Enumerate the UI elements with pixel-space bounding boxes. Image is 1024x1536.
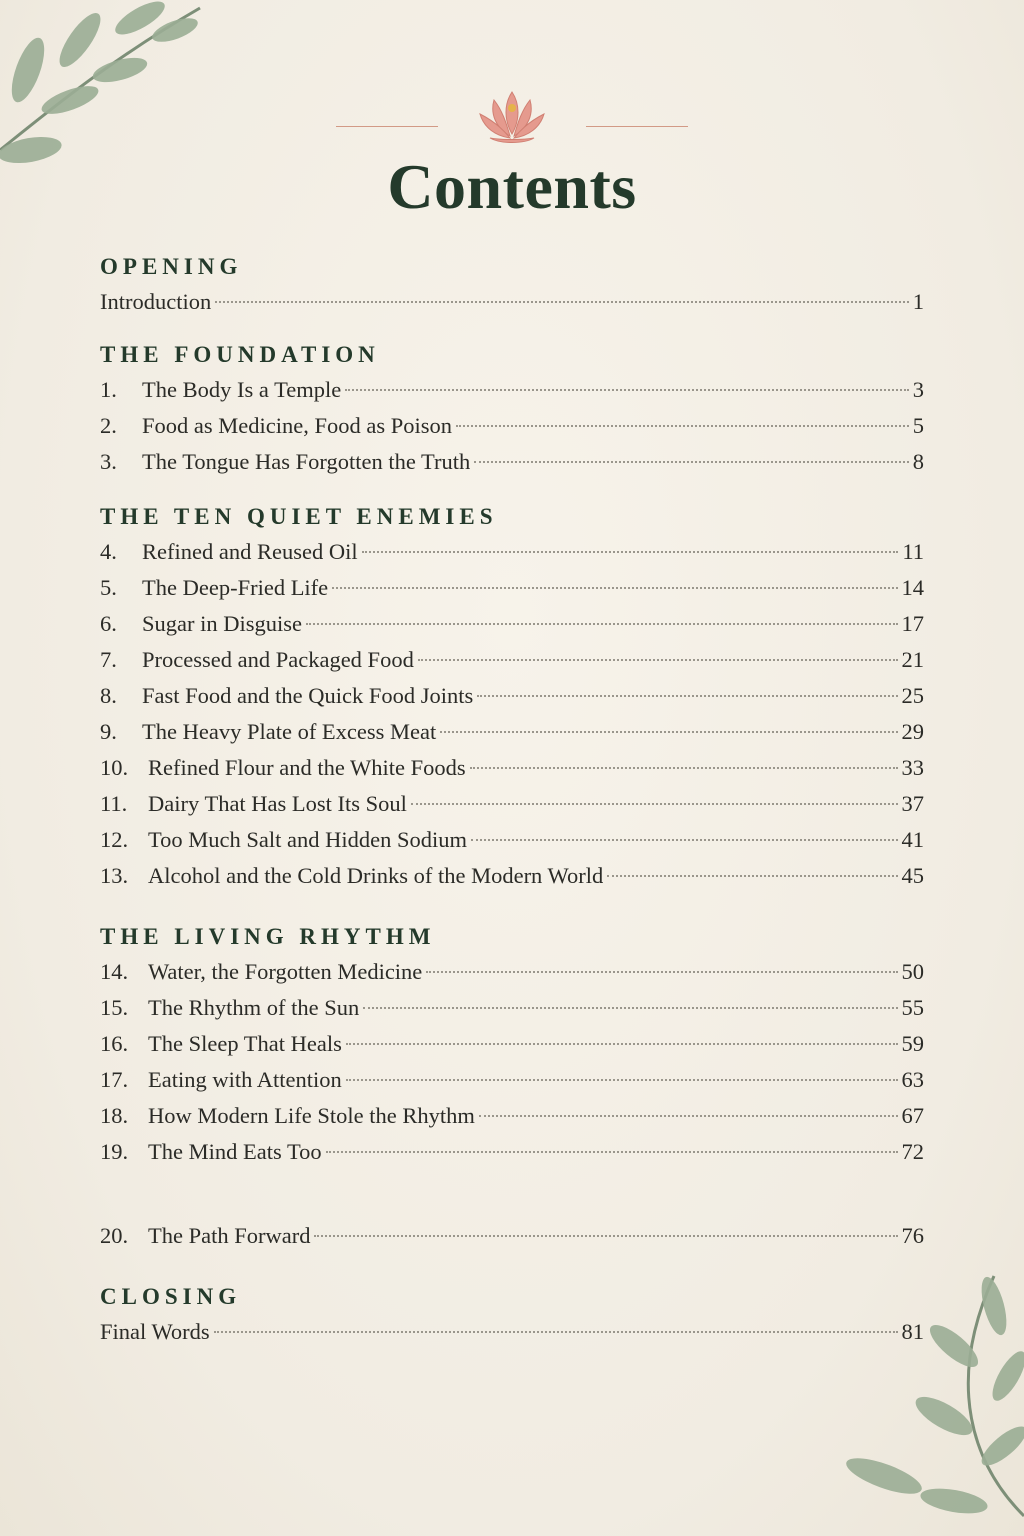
section-heading: OPENING bbox=[100, 254, 243, 279]
lotus-icon bbox=[476, 86, 548, 148]
toc-entry[interactable] bbox=[100, 678, 924, 714]
dot-leader bbox=[332, 587, 897, 589]
chapter-title: Too Much Salt and Hidden Sodium bbox=[148, 827, 468, 852]
chapter-title: The Rhythm of the Sun bbox=[148, 995, 360, 1020]
section-heading: THE FOUNDATION bbox=[100, 342, 380, 367]
dot-leader bbox=[326, 1151, 898, 1153]
toc-entry[interactable] bbox=[100, 1062, 924, 1098]
chapter-number: 18. bbox=[100, 1103, 129, 1128]
chapter-number: 10. bbox=[100, 755, 129, 780]
dot-leader bbox=[470, 767, 898, 769]
page-number: 1 bbox=[912, 289, 924, 314]
chapter-number: 4. bbox=[100, 539, 117, 564]
toc-entry[interactable] bbox=[100, 444, 924, 480]
toc-section bbox=[100, 920, 924, 1170]
toc-entry[interactable] bbox=[100, 534, 924, 570]
toc-entry[interactable] bbox=[100, 1026, 924, 1062]
chapter-title: Refined Flour and the White Foods bbox=[148, 755, 466, 780]
page-number: 41 bbox=[901, 827, 924, 852]
chapter-title: Sugar in Disguise bbox=[142, 611, 302, 636]
ornament-rule-left bbox=[336, 126, 438, 127]
page-number: 21 bbox=[901, 647, 924, 672]
chapter-number: 13. bbox=[100, 863, 129, 888]
toc-entry[interactable] bbox=[100, 822, 924, 858]
page-number: 11 bbox=[902, 539, 924, 564]
chapter-number: 15. bbox=[100, 995, 129, 1020]
title-ornament bbox=[0, 86, 1024, 148]
chapter-number: 16. bbox=[100, 1031, 129, 1056]
toc-section bbox=[100, 338, 924, 480]
toc-entry[interactable] bbox=[100, 642, 924, 678]
page-number: 76 bbox=[901, 1223, 924, 1248]
chapter-number: 7. bbox=[100, 647, 117, 672]
dot-leader bbox=[471, 839, 897, 841]
chapter-title: The Sleep That Heals bbox=[148, 1031, 342, 1056]
chapter-number: 12. bbox=[100, 827, 129, 852]
dot-leader bbox=[477, 695, 897, 697]
toc-section bbox=[100, 1280, 924, 1350]
page-number: 3 bbox=[912, 377, 924, 402]
chapter-title: The Heavy Plate of Excess Meat bbox=[142, 719, 437, 744]
chapter-number: 11. bbox=[100, 791, 128, 816]
chapter-number: 3. bbox=[100, 449, 117, 474]
page-number: 29 bbox=[901, 719, 924, 744]
dot-leader bbox=[314, 1235, 897, 1237]
chapter-number: 19. bbox=[100, 1139, 129, 1164]
toc-entry[interactable] bbox=[100, 606, 924, 642]
dot-leader bbox=[474, 461, 909, 463]
chapter-title: The Tongue Has Forgotten the Truth bbox=[142, 449, 471, 474]
page-title: Contents bbox=[387, 151, 637, 222]
page-number: 37 bbox=[901, 791, 924, 816]
dot-leader bbox=[215, 301, 909, 303]
toc-entry[interactable] bbox=[100, 750, 924, 786]
chapter-title: Water, the Forgotten Medicine bbox=[148, 959, 423, 984]
page-number: 59 bbox=[901, 1031, 924, 1056]
page-number: 50 bbox=[901, 959, 924, 984]
toc-entry[interactable] bbox=[100, 1314, 924, 1350]
toc-entry[interactable] bbox=[100, 954, 924, 990]
chapter-number: 14. bbox=[100, 959, 129, 984]
dot-leader bbox=[345, 389, 909, 391]
chapter-number: 8. bbox=[100, 683, 117, 708]
page-number: 67 bbox=[901, 1103, 924, 1128]
page-number: 33 bbox=[901, 755, 924, 780]
chapter-number: 2. bbox=[100, 413, 117, 438]
chapter-title: The Body Is a Temple bbox=[142, 377, 342, 402]
chapter-title: Eating with Attention bbox=[148, 1067, 342, 1092]
toc-entry[interactable] bbox=[100, 858, 924, 894]
toc-entry[interactable] bbox=[100, 1134, 924, 1170]
dot-leader bbox=[306, 623, 898, 625]
chapter-title: Final Words bbox=[100, 1319, 210, 1344]
dot-leader bbox=[426, 971, 897, 973]
page-number: 25 bbox=[901, 683, 924, 708]
chapter-number: 20. bbox=[100, 1223, 129, 1248]
section-heading: THE LIVING RHYTHM bbox=[100, 924, 436, 949]
table-of-contents bbox=[100, 250, 924, 1350]
toc-entry[interactable] bbox=[100, 570, 924, 606]
chapter-title: Processed and Packaged Food bbox=[142, 647, 414, 672]
page-number: 63 bbox=[901, 1067, 924, 1092]
page-number: 72 bbox=[901, 1139, 924, 1164]
toc-entry[interactable] bbox=[100, 1098, 924, 1134]
page-number: 55 bbox=[901, 995, 924, 1020]
chapter-title: The Mind Eats Too bbox=[148, 1139, 322, 1164]
chapter-title: Fast Food and the Quick Food Joints bbox=[142, 683, 474, 708]
toc-section bbox=[100, 1218, 924, 1254]
chapter-number: 17. bbox=[100, 1067, 129, 1092]
chapter-number: 9. bbox=[100, 719, 117, 744]
page-number: 17 bbox=[901, 611, 924, 636]
chapter-title: Alcohol and the Cold Drinks of the Modern World bbox=[148, 863, 604, 888]
dot-leader bbox=[346, 1043, 898, 1045]
toc-entry[interactable] bbox=[100, 372, 924, 408]
toc-entry[interactable] bbox=[100, 1218, 924, 1254]
chapter-number: 5. bbox=[100, 575, 117, 600]
chapter-title: Introduction bbox=[100, 289, 212, 314]
page-number: 5 bbox=[912, 413, 924, 438]
page-number: 81 bbox=[901, 1319, 924, 1344]
section-heading: THE TEN QUIET ENEMIES bbox=[100, 504, 498, 529]
toc-section bbox=[100, 250, 924, 320]
chapter-number: 6. bbox=[100, 611, 117, 636]
toc-entry[interactable] bbox=[100, 990, 924, 1026]
ornament-rule-right bbox=[586, 126, 688, 127]
toc-entry[interactable] bbox=[100, 714, 924, 750]
dot-leader bbox=[411, 803, 898, 805]
toc-entry[interactable] bbox=[100, 284, 924, 320]
chapter-title: Dairy That Has Lost Its Soul bbox=[148, 791, 407, 816]
chapter-title: The Deep-Fried Life bbox=[142, 575, 329, 600]
page-number: 14 bbox=[901, 575, 924, 600]
dot-leader bbox=[479, 1115, 898, 1117]
chapter-number: 1. bbox=[100, 377, 117, 402]
page-number: 45 bbox=[901, 863, 924, 888]
dot-leader bbox=[607, 875, 897, 877]
toc-section bbox=[100, 500, 924, 894]
dot-leader bbox=[214, 1331, 898, 1333]
leaf-branch-icon bbox=[824, 1266, 1024, 1536]
dot-leader bbox=[363, 1007, 897, 1009]
dot-leader bbox=[346, 1079, 898, 1081]
page-number: 8 bbox=[912, 449, 924, 474]
chapter-title: The Path Forward bbox=[148, 1223, 311, 1248]
chapter-title: Refined and Reused Oil bbox=[142, 539, 358, 564]
dot-leader bbox=[440, 731, 897, 733]
toc-entry[interactable] bbox=[100, 786, 924, 822]
chapter-title: Food as Medicine, Food as Poison bbox=[142, 413, 453, 438]
section-heading: CLOSING bbox=[100, 1284, 242, 1309]
dot-leader bbox=[456, 425, 909, 427]
dot-leader bbox=[418, 659, 898, 661]
chapter-title: How Modern Life Stole the Rhythm bbox=[148, 1103, 475, 1128]
dot-leader bbox=[362, 551, 899, 553]
toc-entry[interactable] bbox=[100, 408, 924, 444]
